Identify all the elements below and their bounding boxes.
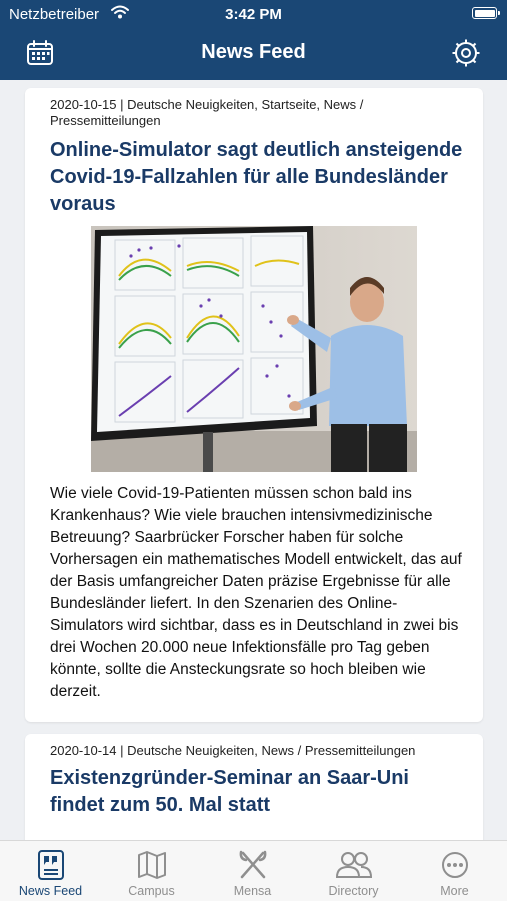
map-icon (137, 849, 167, 881)
tab-directory[interactable] (303, 841, 404, 901)
article-meta: 2020-10-14 | Deutsche Neuigkeiten, News / Pressemitteilungen (50, 743, 416, 758)
article-summary: Wie viele Covid-19-Patienten müssen schon bald ins Krankenhaus? Wie viele brauchen intensivmedizinische Betreuung? Saarbrücker Forscher haben für solche Vorhersagen ein mathematisches Modell entwickelt, das auf der Basis umfangreicher Daten präzise Ergebnisse für alle Bundesländer liefert. In den Szenarien des Online-Simulators wird sichtbar, dass es in Deutschland in zwei bis drei Wochen 20.000 neue Infektionsfälle pro Tag geben könnte, sollte die Ansteckungsrate so hoch bleiben wie derzeit. (50, 485, 462, 700)
tab-news-feed[interactable] (0, 841, 101, 901)
status-bar (0, 0, 507, 28)
battery-icon (472, 7, 497, 19)
tab-label: Mensa (233, 884, 272, 898)
tab-bar (0, 840, 507, 901)
news-feed-icon (36, 849, 66, 881)
news-card[interactable] (25, 734, 483, 840)
fork-knife-icon (238, 849, 268, 881)
tab-more[interactable] (404, 841, 505, 901)
tab-campus[interactable] (101, 841, 202, 901)
gear-icon[interactable] (451, 38, 481, 73)
article-image (91, 226, 417, 472)
page-title: News Feed (201, 41, 306, 63)
status-time: 3:42 PM (225, 6, 282, 23)
news-card[interactable] (25, 88, 483, 722)
tab-label: Campus (128, 884, 175, 898)
article-meta: 2020-10-15 | Deutsche Neuigkeiten, Startseite, News / Pressemitteilungen (50, 97, 364, 128)
tab-mensa[interactable] (202, 841, 303, 901)
people-icon (334, 849, 374, 881)
article-title[interactable]: Online-Simulator sagt deutlich ansteigende Covid-19-Fallzahlen für alle Bundesländer voraus (50, 139, 463, 215)
carrier-name: Netzbetreiber (9, 6, 100, 23)
tab-label: News Feed (18, 884, 83, 898)
more-icon (440, 849, 470, 881)
tab-label: Directory (328, 884, 379, 898)
tab-label: More (440, 884, 469, 898)
navigation-bar (0, 28, 507, 80)
article-title[interactable]: Existenzgründer-Seminar an Saar-Uni findet zum 50. Mal statt (50, 767, 409, 816)
news-feed-list[interactable] (0, 80, 507, 840)
